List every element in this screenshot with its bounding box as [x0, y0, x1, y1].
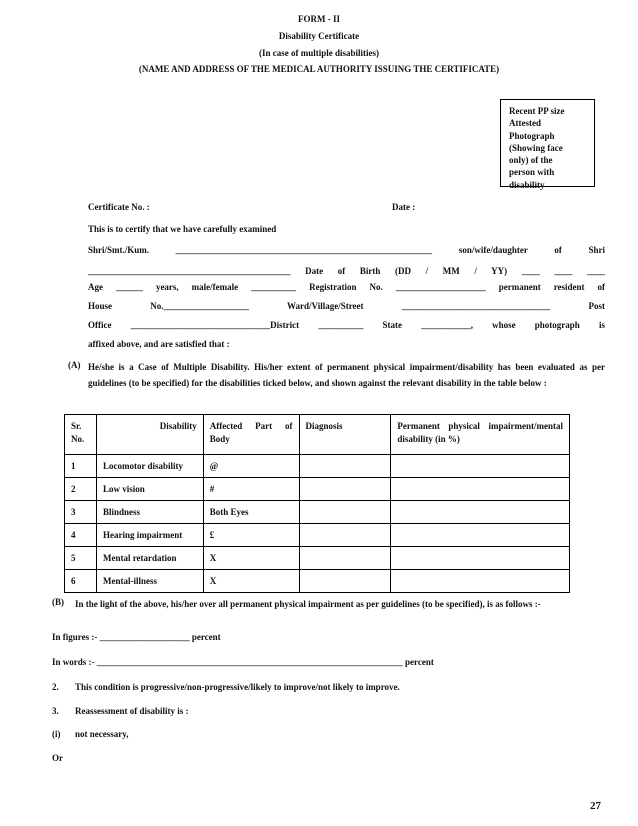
cell-disability: Locomotor disability — [96, 455, 203, 478]
page-number: 27 — [590, 800, 601, 812]
header-sr-no: Sr. No. — [65, 415, 97, 455]
cell-affected-part: £ — [203, 524, 299, 547]
item-i-number: (i) — [52, 729, 61, 739]
cell-impairment — [391, 501, 570, 524]
table-row — [65, 547, 570, 570]
cell-sr: 4 — [65, 524, 97, 547]
or-text: Or — [52, 753, 63, 763]
date-label: Date : — [392, 202, 416, 212]
photo-box — [500, 99, 595, 190]
cell-diagnosis — [299, 501, 391, 524]
cell-sr: 6 — [65, 570, 97, 593]
header-disability: Disability — [96, 415, 203, 455]
header-affected-part: Affected Part of Body — [203, 415, 299, 455]
cell-impairment — [391, 570, 570, 593]
cell-disability: Mental-illness — [96, 570, 203, 593]
section-b-marker: (B) — [52, 597, 64, 607]
section-b-text: In the light of the above, his/her over all permanent physical impairment as per guidelines (to be specified), is as follows :- — [75, 599, 541, 609]
header-diagnosis: Diagnosis — [299, 415, 391, 455]
item-2-number: 2. — [52, 682, 59, 692]
cell-disability: Low vision — [96, 478, 203, 501]
photo-line: Attested — [509, 118, 541, 129]
cell-impairment — [391, 455, 570, 478]
photo-line: (Showing face — [509, 142, 563, 153]
affixed-statement: affixed above, and are satisfied that : — [88, 339, 230, 349]
in-words-line: In words :- ____________________________________________________________________ percent — [52, 657, 434, 667]
cell-diagnosis — [299, 455, 391, 478]
cell-diagnosis — [299, 478, 391, 501]
cell-impairment — [391, 547, 570, 570]
certificate-subtitle: (In case of multiple disabilities) — [258, 48, 379, 58]
photo-line: disability — [509, 179, 545, 190]
cell-disability: Hearing impairment — [96, 524, 203, 547]
item-3-text: Reassessment of disability is : — [75, 706, 189, 716]
cell-sr: 5 — [65, 547, 97, 570]
certificate-number-label: Certificate No. : — [88, 202, 150, 212]
cell-sr: 1 — [65, 455, 97, 478]
section-a-text: He/she is a Case of Multiple Disability. His/her extent of permanent physical impairment/disability has been evaluated as per guidelines (to be specified) for the disabilities ticked below, and shown against the relevant disability in the table below : — [88, 362, 605, 388]
header-impairment: Permanent physical impairment/mental disability (in %) — [391, 415, 570, 455]
age-registration-line: Age ______ years, male/female __________ Registration No. ____________________ permanent resident of — [88, 282, 605, 292]
cell-impairment — [391, 478, 570, 501]
certificate-title: Disability Certificate — [278, 31, 360, 41]
cell-diagnosis — [299, 524, 391, 547]
cell-disability: Blindness — [96, 501, 203, 524]
cell-affected-part: Both Eyes — [203, 501, 299, 524]
dob-line: _____________________________________________ Date of Birth (DD / MM / YY) ____ ____ ____ — [88, 266, 605, 276]
cell-disability: Mental retardation — [96, 547, 203, 570]
cell-affected-part: @ — [203, 455, 299, 478]
authority-heading: (NAME AND ADDRESS OF THE MEDICAL AUTHORITY ISSUING THE CERTIFICATE) — [138, 64, 500, 74]
table-row — [65, 524, 570, 547]
disability-table — [64, 414, 570, 593]
cell-diagnosis — [299, 570, 391, 593]
in-figures-line: In figures :- ____________________ percent — [52, 632, 221, 642]
item-i-text: not necessary, — [75, 729, 129, 739]
table-row — [65, 455, 570, 478]
office-district-line: Office _______________________________District __________ State ___________, whose photograph is — [88, 320, 605, 330]
examined-statement: This is to certify that we have carefully examined — [88, 224, 277, 234]
form-number: FORM - II — [298, 14, 340, 24]
photo-line: Photograph — [509, 130, 555, 141]
table-row — [65, 570, 570, 593]
item-3-number: 3. — [52, 706, 59, 716]
photo-line: Recent PP size — [509, 106, 565, 116]
cell-impairment — [391, 524, 570, 547]
item-2-text: This condition is progressive/non-progressive/likely to improve/not likely to improve. — [75, 682, 400, 692]
table-row — [65, 501, 570, 524]
photo-line: person with — [509, 167, 555, 178]
section-a-marker: (A) — [68, 360, 81, 370]
cell-affected-part: X — [203, 570, 299, 593]
address-line: House No.___________________ Ward/Village/Street _________________________________ Post — [88, 301, 605, 311]
name-line: Shri/Smt./Kum. _________________________________________________________ son/wife/daughter of Shri — [88, 245, 605, 255]
table-header-row — [65, 415, 570, 455]
cell-sr: 2 — [65, 478, 97, 501]
photo-line: only) of the — [509, 155, 553, 166]
cell-sr: 3 — [65, 501, 97, 524]
cell-affected-part: X — [203, 547, 299, 570]
cell-affected-part: # — [203, 478, 299, 501]
table-row — [65, 478, 570, 501]
cell-diagnosis — [299, 547, 391, 570]
